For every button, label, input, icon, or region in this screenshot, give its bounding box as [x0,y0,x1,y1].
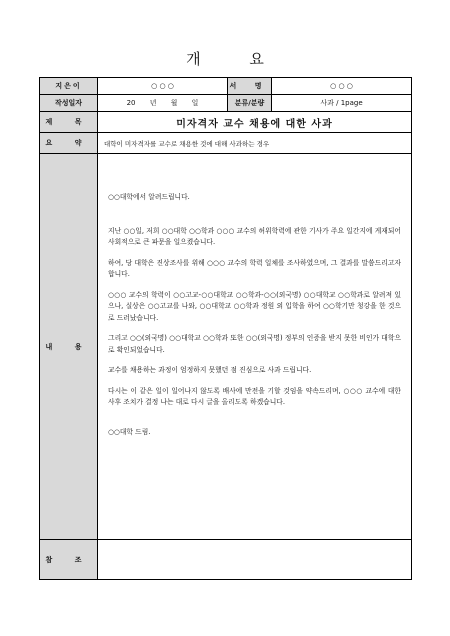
date-label: 작성일자 [40,95,98,112]
content-paragraph: ○○○ 교수의 학력이 ○○고교-○○대학교 ○○학과-○○(외국명) ○○대학교 ○○학과로 알려져 있으나, 실상은 ○○고교를 나와, ○○대학교 ○○학과 정원 외 입학을 하여 ○○학기만 청강을 한 것으로 드러났습니다. [108,290,401,322]
subject-value: 미자격자 교수 채용에 대한 사과 [98,112,412,133]
signature-value: ○ ○ ○ [272,78,412,95]
content-body [98,154,412,540]
content-paragraph: ○○대학에서 알려드립니다. [108,193,190,201]
summary-value: 대학이 미자격자를 교수로 채용한 것에 대해 사과하는 경우 [98,133,412,154]
author-label: 지은이 [40,78,98,95]
category-value: 사과 / 1page [272,95,412,112]
reference-value [98,540,412,580]
date-value: 20 년 월 일 [98,95,228,112]
signature-label: 서 명 [228,78,272,95]
document-title: 개 요 [186,50,286,68]
content-paragraph: 교수를 채용하는 과정이 엄정하지 못했던 점 진심으로 사과 드립니다. [108,366,312,374]
subject-label: 제 목 [40,112,98,133]
content-paragraph: 하여, 당 대학은 진상조사를 위해 ○○○ 교수의 학력 일체를 조사하였으며, 그 결과를 말씀드리고자 합니다. [108,258,401,278]
content-paragraph: 다시는 이 같은 일이 일어나지 않도록 배사에 만전을 기할 것임을 약속드리며, ○○○ 교수에 대한 사후 조치가 결정 나는 대로 다시 글을 올리도록 하겠습니다. [108,386,401,406]
reference-row [40,540,412,580]
content-paragraph: 지난 ○○일, 저희 ○○대학 ○○학과 ○○○ 교수의 허위학력에 관한 기사가 주요 일간지에 게재되어 사회적으로 큰 파문을 일으켰습니다. [108,226,401,246]
author-value: ○ ○ ○ [98,78,228,95]
summary-label: 요 약 [40,133,98,154]
category-label: 분류/분량 [228,95,272,112]
content-paragraph: 그리고 ○○(외국명) ○○대학교 ○○학과 또한 ○○(외국명) 정부의 인증을 받지 못한 비인가 대학으로 확인되었습니다. [108,334,401,354]
summary-row [40,133,412,154]
author-row [40,78,412,95]
reference-label: 참 조 [40,540,98,580]
content-label: 내 용 [40,154,98,540]
content-row [40,154,412,540]
subject-row [40,112,412,133]
summary-form-table [39,77,412,580]
content-paragraph: ○○대학 드림. [108,427,151,436]
date-row [40,95,412,112]
